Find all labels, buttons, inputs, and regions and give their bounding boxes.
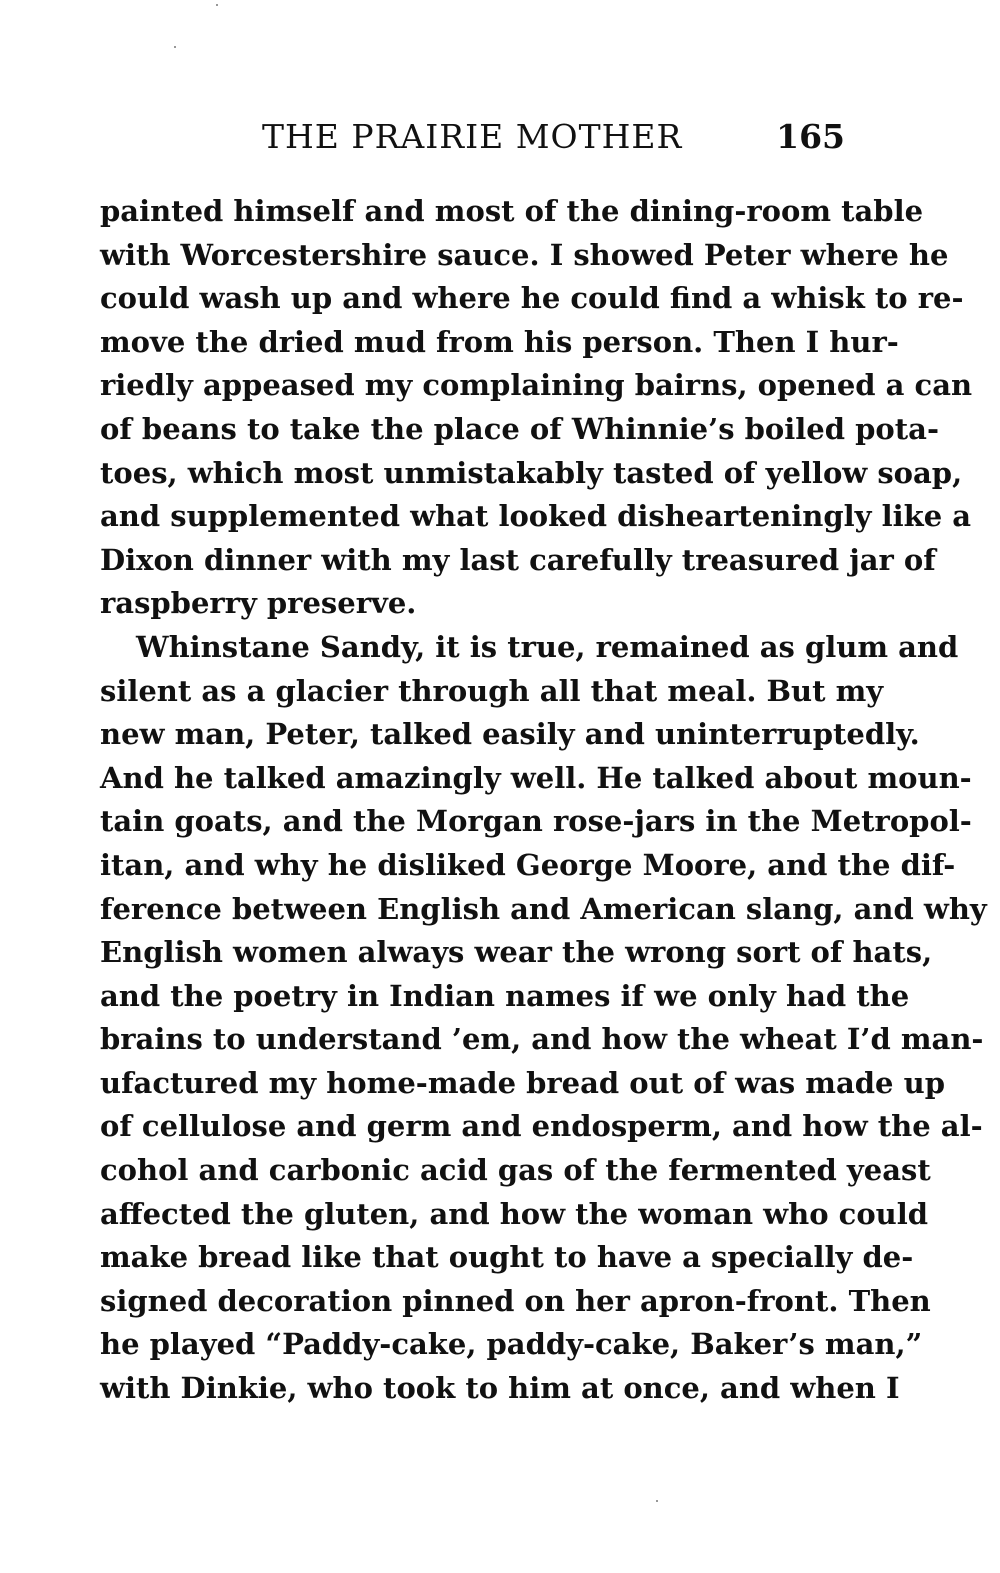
text-line: raspberry preserve. — [100, 586, 417, 621]
paragraph — [100, 626, 987, 1411]
text-line: he played “Paddy-cake, paddy-cake, Baker’s man,” — [100, 1327, 923, 1362]
text-line: with Worcestershire sauce. I showed Peter where he — [100, 237, 949, 272]
text-line: Whinstane Sandy, it is true, remained as glum and — [136, 629, 959, 664]
text-line: move the dried mud from his person. Then I hur- — [100, 324, 899, 359]
text-line: make bread like that ought to have a specially de- — [100, 1240, 914, 1275]
text-line: could wash up and where he could find a whisk to re- — [100, 281, 964, 316]
text-line: itan, and why he disliked George Moore, and the dif- — [100, 847, 956, 882]
text-line: ference between English and American slang, and why — [100, 891, 987, 926]
text-line: affected the gluten, and how the woman who could — [100, 1196, 929, 1231]
scan-speck — [216, 4, 218, 6]
text-line: of beans to take the place of Whinnie’s boiled pota- — [100, 411, 939, 446]
scan-speck — [656, 1500, 658, 1502]
text-line: riedly appeased my complaining bairns, opened a can — [100, 368, 973, 403]
text-line: Dixon dinner with my last carefully treasured jar of — [100, 542, 936, 577]
text-line: painted himself and most of the dining-room table — [100, 194, 924, 228]
text-line: And he talked amazingly well. He talked about moun- — [100, 760, 972, 795]
running-title: THE PRAIRIE MOTHER — [262, 117, 683, 156]
text-line: cohol and carbonic acid gas of the fermented yeast — [100, 1153, 931, 1188]
text-line: with Dinkie, who took to him at once, and when I — [100, 1371, 900, 1406]
body-text — [100, 190, 987, 1411]
page-number: 165 — [776, 117, 845, 156]
running-head — [100, 112, 845, 162]
text-line: and supplemented what looked dishearteningly like a — [100, 499, 972, 534]
text-line: tain goats, and the Morgan rose-jars in the Metropol- — [100, 804, 972, 839]
scan-speck — [174, 46, 176, 48]
paragraph — [100, 190, 973, 626]
text-line: and the poetry in Indian names if we only had the — [100, 978, 910, 1013]
text-line: of cellulose and germ and endosperm, and how the al- — [100, 1109, 983, 1144]
text-line: toes, which most unmistakably tasted of yellow soap, — [100, 455, 963, 490]
text-line: brains to understand ’em, and how the wheat I’d man- — [100, 1022, 984, 1057]
text-line: new man, Peter, talked easily and uninterruptedly. — [100, 717, 920, 752]
text-line: silent as a glacier through all that meal. But my — [100, 673, 884, 708]
text-line: English women always wear the wrong sort of hats, — [100, 935, 933, 970]
text-line: signed decoration pinned on her apron-front. Then — [100, 1283, 931, 1318]
text-line: ufactured my home-made bread out of was made up — [100, 1065, 945, 1100]
